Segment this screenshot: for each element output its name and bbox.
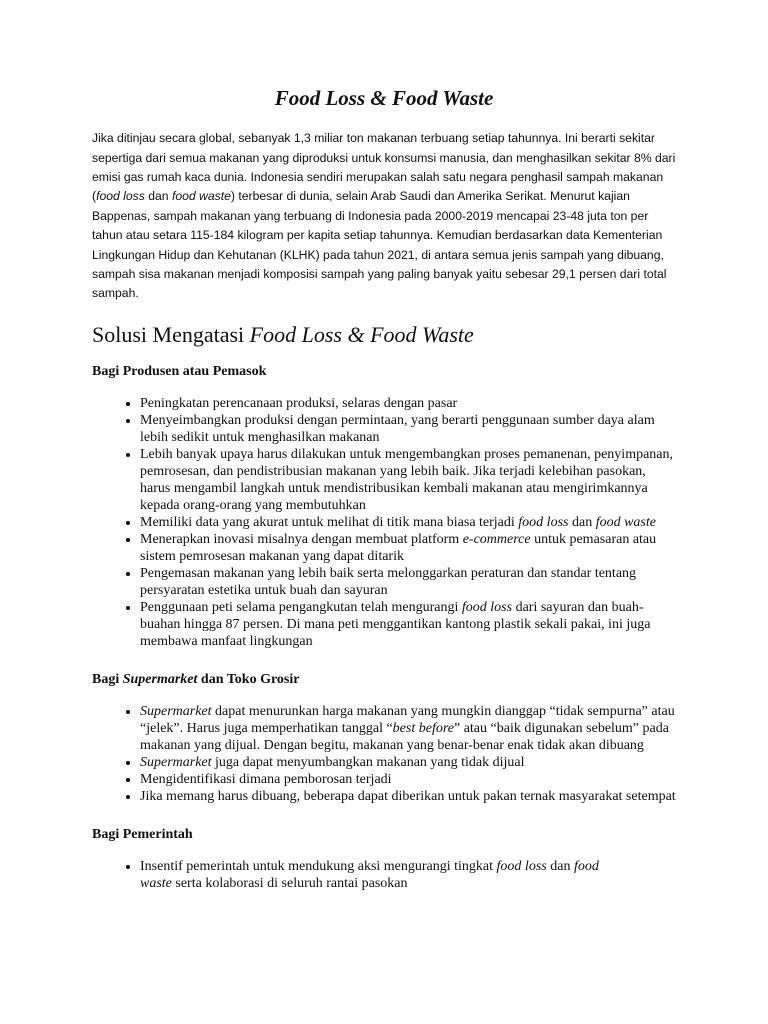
list-item: • Menyeimbangkan produksi dengan permintaan, yang berarti penggunaan sumber daya alam lebih sedikit untuk menghasilkan makanan: [140, 412, 676, 446]
item-text: Memiliki data yang akurat untuk melihat di titik mana biasa terjadi: [140, 515, 519, 531]
item-text: ” atau “baik digunakan sebelum” pada makanan yang dijual. Dengan begitu, makanan yang benar-benar enak tidak akan dibuang: [140, 720, 669, 753]
intro-paragraph: [92, 129, 676, 304]
government-list: [92, 858, 676, 892]
list-item: [140, 599, 676, 650]
list-item: [140, 531, 676, 565]
heading-text: dan Toko Grosir: [197, 672, 300, 688]
supermarket-list: [92, 703, 676, 805]
supermarket-heading: [92, 672, 676, 689]
solution-heading-em: Food Loss & Food Waste: [249, 321, 474, 347]
intro-text-3: ) terbesar di dunia, selain Arab Saudi dan Amerika Serikat. Menurut kajian Bappenas, sampah makanan yang terbuang di Indonesia pada 2000-2019 mencapai 23-48 juta ton per tahun atau setara 115-184 kilogram per kapita setiap tahunnya. Kemudian berdasarkan data Kementerian Lingkungan Hidup dan Kehutanan (KLHK) pada tahun 2021, di antara semua jenis sampah yang dibuang, sampah sisa makanan menjadi komposisi sampah yang paling banyak yaitu sebesar 29,1 persen dari total sampah.: [92, 189, 667, 301]
item-text: untuk pemasaran atau sistem pemrosesan makanan yang dapat ditarik: [140, 532, 657, 565]
list-item: • Mengidentifikasi dimana pemborosan terjadi: [140, 771, 676, 788]
solution-heading-text: Solusi Mengatasi: [92, 321, 250, 347]
list-item: [140, 858, 676, 892]
intro-em-food-waste: food waste: [171, 189, 231, 204]
item-text: dan: [546, 858, 574, 874]
item-text: juga dapat menyumbangkan makanan yang tidak dijual: [211, 754, 525, 770]
document-page: [92, 86, 676, 914]
item-text: Menerapkan inovasi misalnya dengan membuat platform: [140, 532, 463, 548]
item-text: serta kolaborasi di seluruh rantai pasokan: [171, 875, 408, 891]
list-item: [140, 754, 676, 771]
item-em: Supermarket: [140, 754, 212, 770]
item-em: food loss: [461, 600, 513, 616]
producers-heading: Bagi Produsen atau Pemasok: [92, 364, 267, 380]
intro-em-food-loss: food loss: [96, 189, 145, 204]
item-em: waste: [140, 875, 172, 891]
item-em: food loss: [518, 515, 569, 531]
item-text: Insentif pemerintah untuk mendukung aksi mengurangi tingkat: [140, 858, 497, 874]
item-em: Supermarket: [140, 703, 212, 719]
heading-em: Supermarket: [122, 672, 198, 688]
intro-text-2: dan: [144, 189, 172, 204]
item-text: Penggunaan peti selama pengangkutan telah mengurangi: [140, 600, 462, 616]
intro-text-1: Jika ditinjau secara global, sebanyak 1,3 miliar ton makanan terbuang setiap tahunnya. Ini berarti sekitar sepertiga dari semua makanan yang diproduksi untuk konsumsi manusia, dan menghasilkan sekitar 8% dari emisi gas rumah kaca dunia. Indonesia sendiri merupakan salah satu negara penghasil sampah makanan (: [92, 131, 676, 204]
document-title: Food Loss & Food Waste: [274, 86, 494, 110]
list-item: • Jika memang harus dibuang, beberapa dapat diberikan untuk pakan ternak masyarakat setempat: [140, 788, 676, 805]
list-item: • Lebih banyak upaya harus dilakukan untuk mengembangkan proses pemanenan, penyimpanan, pemrosesan, dan pendistribusian makanan yang lebih baik. Jika terjadi kelebihan pasokan, harus mengambil langkah untuk mendistribusikan kembali makanan atau mengirimkannya kepada orang-orang yang membutuhkan: [140, 446, 676, 514]
solution-heading: [92, 322, 676, 348]
heading-text: Bagi: [92, 672, 123, 688]
item-em: food: [573, 858, 599, 874]
item-em: food waste: [595, 515, 656, 531]
item-em: best before: [392, 720, 454, 736]
item-text: dapat menurunkan harga makanan yang mungkin dianggap “tidak sempurna” atau “jelek”. Harus juga memperhatikan tanggal “: [140, 703, 675, 736]
item-em: e-commerce: [462, 532, 531, 548]
list-item: • Pengemasan makanan yang lebih baik serta melonggarkan peraturan dan standar tentang persyaratan estetika untuk buah dan sayuran: [140, 565, 676, 599]
list-item: [140, 514, 676, 531]
item-text: dari sayuran dan buah-buahan hingga 87 persen. Di mana peti menggantikan kantong plastik sekali pakai, ini juga membawa manfaat lingkungan: [140, 600, 651, 650]
list-item: [140, 703, 676, 754]
producers-list: [92, 395, 676, 650]
government-heading: Bagi Pemerintah: [92, 826, 193, 842]
item-text: dan: [568, 515, 596, 531]
item-em: food loss: [496, 858, 547, 874]
list-item: • Peningkatan perencanaan produksi, selaras dengan pasar: [140, 395, 676, 412]
